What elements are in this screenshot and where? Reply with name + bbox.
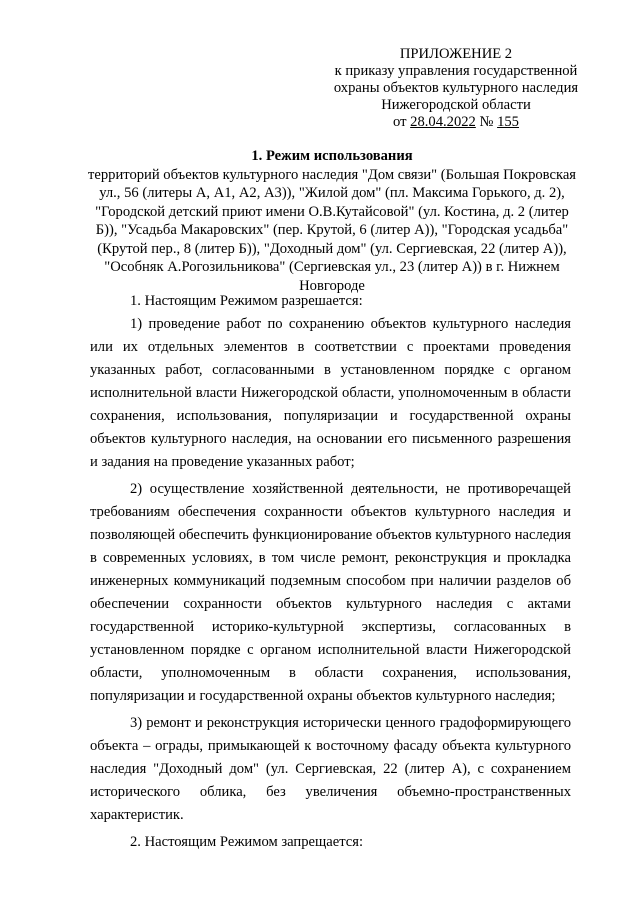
paragraph: 2. Настоящим Режимом запрещается: — [130, 834, 363, 850]
appendix-line-3: Нижегородской области — [381, 97, 531, 113]
paragraph: 1. Настоящим Режимом разрешается: — [130, 293, 363, 309]
order-date: 28.04.2022 — [410, 114, 476, 130]
order-number: 155 — [497, 114, 519, 130]
appendix-date-line — [300, 114, 612, 131]
document-body — [90, 290, 571, 854]
paragraph: 2) осуществление хозяйственной деятельности, не противоречащей требованиям обеспечения сохранности объектов культурного наследия и позволяющей обеспечить функционирование объектов культурного наследия в современных условиях, в том числе ремонт, реконструкция и прокладка инженерных коммуникаций подземным способом при наличии разделов об обеспечении сохранности объектов культурного наследия с актами государственной историко-культурной экспертизы, согласованных в установленном порядке с органом исполнительной власти Нижегородской области, уполномоченным в области сохранения, использования, популяризации и государственной охраны объектов культурного наследия; — [90, 481, 571, 704]
paragraph: 3) ремонт и реконструкция исторически ценного градоформирующего объекта – ограды, примыкающей к восточному фасаду объекта культурного наследия "Доходный дом" (ул. Сергиевская, 22 (литер А), с сохранением исторического облика, без увеличения объемно-пространственных характеристик. — [90, 715, 571, 823]
appendix-line-1: к приказу управления государственной — [334, 63, 578, 79]
section-heading — [88, 147, 576, 295]
appendix-title: ПРИЛОЖЕНИЕ 2 — [399, 46, 513, 62]
date-prefix: от — [393, 114, 411, 130]
appendix-line-2: охраны объектов культурного наследия — [333, 80, 579, 96]
appendix-header — [300, 46, 612, 131]
number-sign: № — [479, 114, 494, 130]
section-subtitle: территорий объектов культурного наследия "Дом связи" (Большая Покровская ул., 56 (литеры А, А1, А2, А3)), "Жилой дом" (пл. Максима Горького, д. 2), "Городской детский приют имени О.В.Кутайсовой" (ул. Костина, д. 2 (литер Б)), "Усадьба Макаровских" (пер. Крутой, 6 (литер А)), "Городская усадьба" (Крутой пер., 8 (литер Б)), "Доходный дом" (ул. Сергиевская, 22 (литер А)), "Особняк А.Рогозильникова" (Сергиевская ул., 23 (литер А)) в г. Нижнем Новгороде — [88, 166, 577, 294]
paragraph: 1) проведение работ по сохранению объектов культурного наследия или их отдельных элементов в соответствии с проектами проведения указанных работ, согласованными в установленном порядке с органом исполнительной власти Нижегородской области, уполномоченным в области сохранения, использования, популяризации и государственной охраны объектов культурного наследия, на основании его письменного разрешения и задания на проведение указанных работ; — [90, 316, 571, 470]
section-title: 1. Режим использования — [251, 148, 413, 164]
